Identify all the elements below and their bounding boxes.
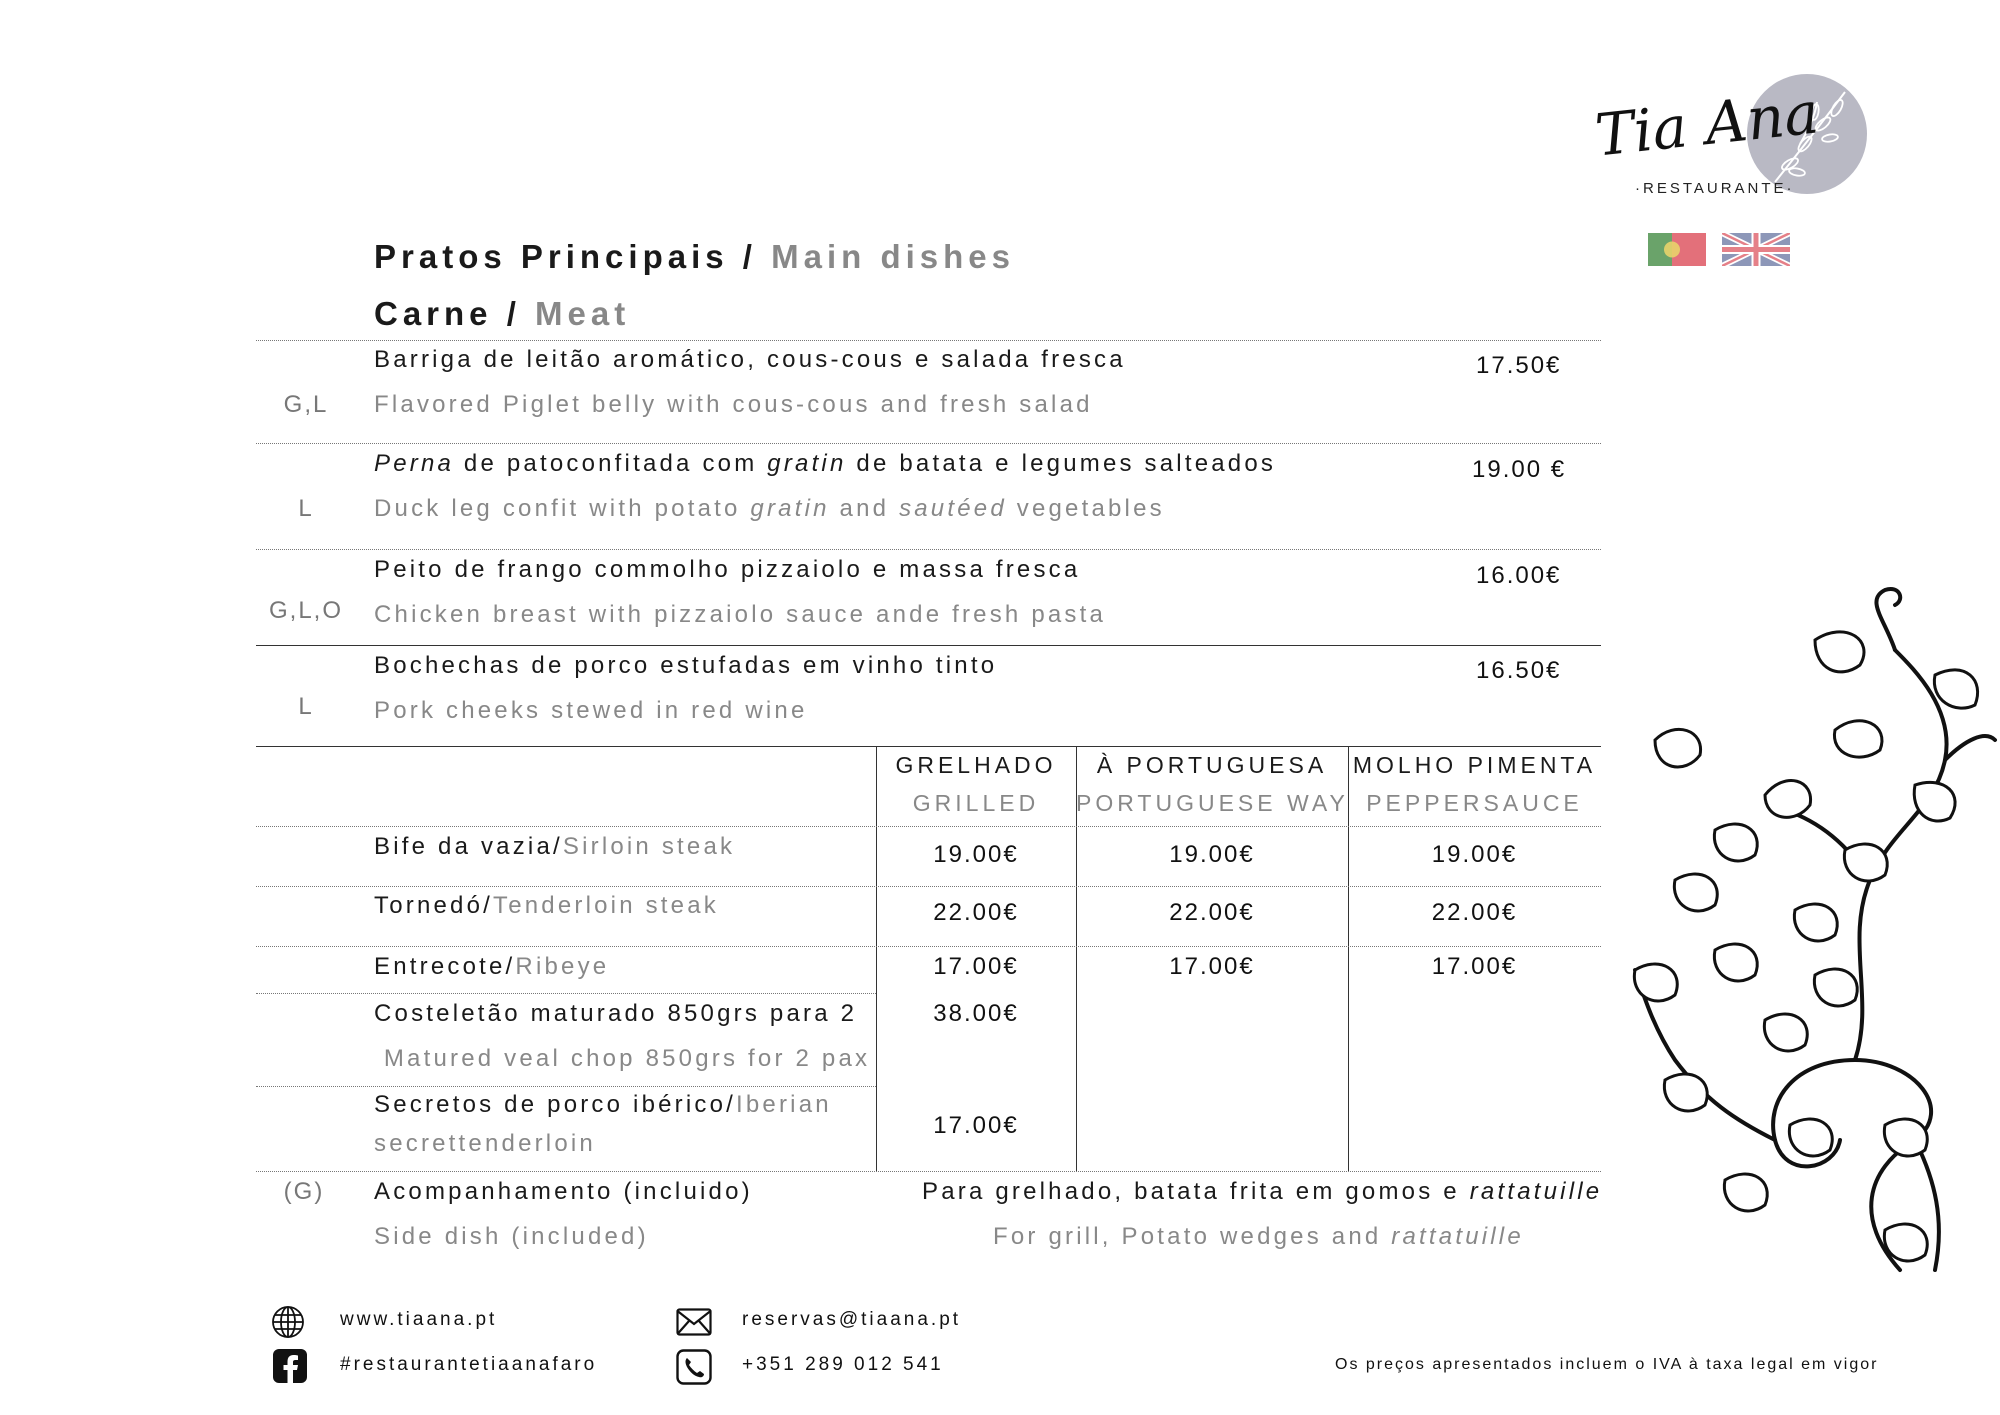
divider	[256, 443, 1601, 444]
steak-price: 38.00€	[933, 1000, 1019, 1027]
page-title-en: Main dishes	[771, 238, 1016, 275]
globe-icon[interactable]	[271, 1305, 305, 1339]
table-row-divider	[256, 1086, 876, 1087]
dish-name-en: Chicken breast with pizzaiolo sauce ande fresh pasta	[374, 601, 1107, 628]
italic-word: sautéed	[899, 495, 1007, 522]
table-row-divider	[256, 886, 1601, 887]
steak-name-en: Matured veal chop 850grs for 2 pax	[374, 1045, 871, 1072]
steak-name-pt: Bife da vazia/	[374, 833, 563, 860]
steak-price: 19.00€	[1431, 841, 1518, 868]
dish-name-pt: Peito de frango commolho pizzaiolo e massa fresca	[374, 556, 1081, 583]
italic-word: Perna	[374, 450, 455, 477]
divider	[256, 645, 1601, 646]
section-title	[374, 295, 630, 333]
steak-name	[374, 833, 735, 861]
dish-name-en	[374, 495, 1165, 523]
steak-price: 19.00€	[933, 841, 1019, 868]
logo-script-name: Tia Ana	[1592, 78, 1823, 170]
phone-icon[interactable]	[676, 1349, 712, 1385]
table-row-divider	[256, 826, 1601, 827]
steak-name-pt: Tornedó/	[374, 892, 493, 919]
allergen-codes: G,L,O	[268, 597, 344, 624]
text-segment: de patoconfitada com	[454, 450, 768, 477]
envelope-icon[interactable]	[676, 1308, 712, 1336]
steak-name-en-continued: secrettenderloin	[374, 1130, 596, 1157]
column-header-en: GRILLED	[912, 790, 1040, 816]
divider	[256, 340, 1601, 341]
page-title	[374, 238, 1015, 276]
side-dish-en: Side dish (included)	[374, 1223, 649, 1250]
table-top-border	[256, 746, 1601, 747]
logo-subtitle: ·RESTAURANTE·	[1635, 180, 1795, 197]
allergen-codes: L	[298, 495, 314, 522]
website-link[interactable]: www.tiaana.pt	[340, 1309, 498, 1330]
dish-name-en: Flavored Piglet belly with cous-cous and fresh salad	[374, 391, 1093, 418]
divider	[256, 549, 1601, 550]
steak-name-en: Ribeye	[515, 953, 610, 980]
dish-name-en: Pork cheeks stewed in red wine	[374, 697, 808, 724]
steak-name-pt: Secretos de porco ibérico/	[374, 1091, 737, 1118]
italic-word: rattatuille	[1391, 1223, 1524, 1250]
text-segment: For grill, Potato wedges and	[993, 1223, 1392, 1250]
text-segment: de batata e legumes salteados	[846, 450, 1277, 477]
text-segment: Para grelhado, batata frita em gomos e	[922, 1178, 1470, 1205]
dish-price: 16.50€	[1476, 657, 1562, 684]
steak-price: 17.00€	[933, 1112, 1019, 1139]
page-title-pt: Pratos Principais /	[374, 238, 757, 275]
text-segment: and	[829, 495, 900, 522]
steak-price: 19.00€	[1169, 841, 1255, 868]
allergen-codes: (G)	[283, 1178, 325, 1205]
text-segment: Duck leg confit with potato	[374, 495, 751, 522]
text-segment: vegetables	[1006, 495, 1165, 522]
steak-name-pt: Entrecote/	[374, 953, 516, 980]
steak-price: 22.00€	[1169, 899, 1255, 926]
vat-note: Os preços apresentados incluem o IVA à taxa legal em vigor	[1335, 1356, 1879, 1373]
facebook-link[interactable]: #restaurantetiaanafaro	[340, 1354, 598, 1375]
steak-price: 22.00€	[1431, 899, 1518, 926]
ivy-vine-illustration	[1615, 580, 2000, 1280]
portugal-flag-icon[interactable]	[1648, 233, 1706, 266]
uk-flag-icon[interactable]	[1722, 233, 1790, 266]
table-row-divider	[256, 993, 876, 994]
steak-name	[374, 953, 609, 981]
steak-name-en: Sirloin steak	[562, 833, 736, 860]
dish-name-pt: Bochechas de porco estufadas em vinho tinto	[374, 652, 998, 679]
italic-word: rattatuille	[1469, 1178, 1603, 1205]
steak-price: 17.00€	[1431, 953, 1518, 980]
steak-price: 22.00€	[933, 899, 1019, 926]
email-link[interactable]: reservas@tiaana.pt	[742, 1309, 962, 1330]
italic-word: gratin	[767, 450, 847, 477]
steak-name	[374, 892, 719, 920]
facebook-icon[interactable]	[273, 1349, 307, 1383]
dish-price: 16.00€	[1476, 562, 1562, 589]
steak-price: 17.00€	[1169, 953, 1255, 980]
allergen-codes: L	[298, 693, 314, 720]
column-header-pt: MOLHO PIMENTA	[1352, 752, 1597, 778]
column-header-pt: GRELHADO	[895, 752, 1057, 778]
steak-name	[374, 1091, 832, 1119]
section-title-en: Meat	[535, 295, 631, 332]
column-header-en: PORTUGUESE WAY	[1076, 790, 1349, 816]
dish-name-pt	[374, 450, 1276, 478]
steak-price: 17.00€	[933, 953, 1019, 980]
table-bottom-border	[256, 1171, 1601, 1172]
steak-name-pt: Costeletão maturado 850grs para 2	[374, 1000, 858, 1027]
side-dish-description-pt	[922, 1178, 1602, 1206]
table-row-divider	[256, 946, 1601, 947]
column-header-en: PEPPERSAUCE	[1366, 790, 1583, 816]
restaurant-logo	[1592, 72, 1875, 202]
phone-number[interactable]: +351 289 012 541	[742, 1354, 944, 1375]
side-dish-pt: Acompanhamento (incluido)	[374, 1178, 753, 1205]
dish-price: 19.00 €	[1472, 456, 1567, 483]
section-title-pt: Carne /	[374, 295, 521, 332]
steak-name-en: Iberian	[736, 1091, 832, 1118]
dish-name-pt: Barriga de leitão aromático, cous-cous e salada fresca	[374, 346, 1126, 373]
dish-price: 17.50€	[1476, 352, 1562, 379]
italic-word: gratin	[750, 495, 830, 522]
allergen-codes: G,L	[283, 391, 329, 418]
column-header-pt: À PORTUGUESA	[1096, 752, 1328, 778]
steak-name-en: Tenderloin steak	[493, 892, 719, 919]
side-dish-description-en	[993, 1223, 1524, 1251]
